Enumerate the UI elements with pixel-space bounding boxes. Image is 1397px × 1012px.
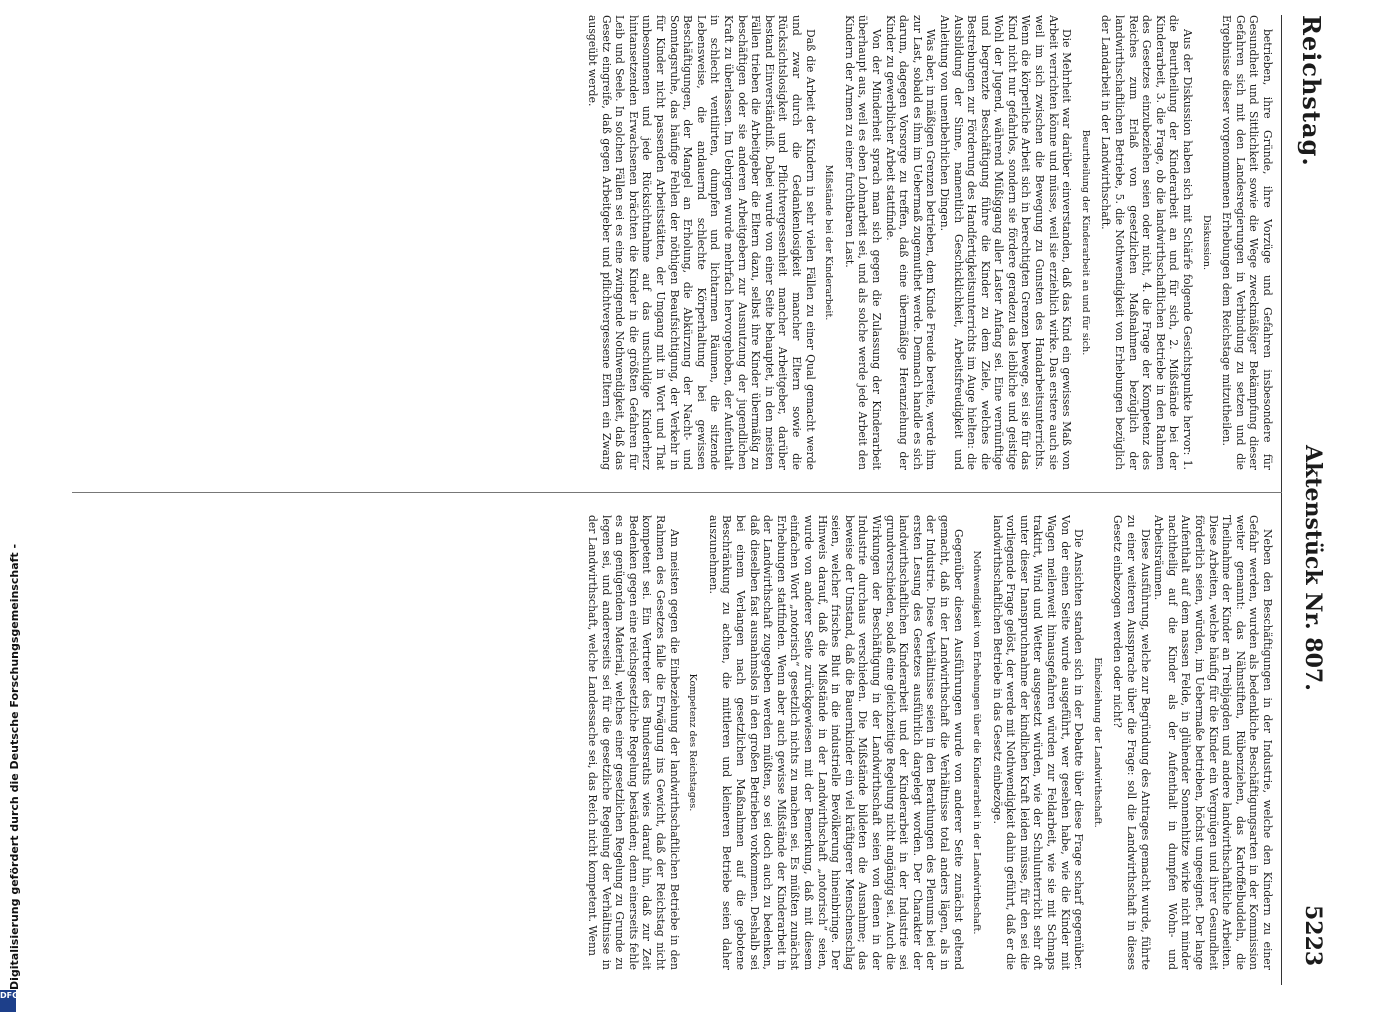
section-heading: Kompetenz des Reichstages. [687,673,699,812]
section-heading: Beurtheilung der Kinderarbeit an und für sich. [1079,129,1091,356]
paragraph: Gegenüber diesen Ausführungen wurde von anderer Seite zunächst geltend gemacht, daß in der Landwirthschaft die Verhältnisse total anders lägen, als in der Industrie. Diese Verhältnisse seien in den Berathungen des Plenums bei der ersten Lesung des Gesetzes ausführlich dargelegt worden. Der Charakter der landwirthschaftlichen Kinderarbeit und der Kinderarbeit in der Industrie sei grundverschieden, sodaß eine gleichzeitige Regelung nicht angängig sei. Auch die Wirkungen der Beschäftigung in der Landwirthschaft seien von denen in der Industrie durchaus verschieden. Die Mißstände bildeten die Ausnahme; das beweise der Umstand, daß die Bauernkinder ein viel kräftigerer Menschenschlag seien, welcher frisches Blut in die industrielle Bevölkerung hineinbringe. Der Hinweis darauf, daß die Mißstände in der Landwirthschaft „notorisch“ seien, wurde von anderer Seite zurückgewiesen mit der Bemerkung, daß mit diesem einfachen Wort „notorisch“ gesetzlich nichts zu machen sei. Es müßten zunächst Erhebungen stattfinden. Wenn aber auch gewisse Mißstände der Kinderarbeit in der Landwirthschaft zugegeben werden müßten, so sei doch auch zu bedenken, daß dieselben fast ausnahmslos in den großen Betrieben vorkommen. Deshalb sei bei einem Verlangen nach gesetzlichen Maßnahmen auf die gebotene Beschränkung zu achten, die mittleren und kleineren Betriebe seien daher auszunehmen. [706,515,965,970]
section-heading: Einbeziehung der Landwirthschaft. [1091,657,1103,828]
section-heading: Mißstände bei der Kinderarbeit. [823,164,835,321]
section-heading: Nothwendigkeit von Erhebungen über die Kinderarbeit in der Landwirthschaft. [971,550,983,935]
paragraph: Die Mehrheit war darüber einverstanden, daß das Kind ein gewisses Maß von Arbeit verrichten könne und müsse, weil sie erziehlich wirke. Das erstere auch sie weil im sich zwischen die Bewegung zu Gunsten des Handarbeitsunterrichts. Wenn die körperliche Arbeit sich in berechtigten Grenzen bewege, sei sie für das Kind nicht nur gefahrlos, sondern sie fördere geradezu das leibliche und geistige Wohl der Jugend, während Müßiggang aller Laster Anfang sei. Eine vernünftige und begrenzte Beschäftigung führe die Kinder zu dem Ziele, welches die Bestrebungen zur Förderung des Handfertigkeitsunterrichts im Auge hielten: die Ausbildung der Sinne, namentlich Geschicklichkeit, Arbeitsfreudigkeit und Anleitung von unentbehrlichen Dingen. [937,15,1074,470]
paragraph: Was aber, in mäßigen Grenzen betrieben, dem Kinde Freude bereite, werde ihm zur Last, sobald es ihm im Uebermaß zugemuthet werde. Demnach handle es sich darum, dagegen Vorsorge zu treffen, daß eine übermäßige Heranziehung der Kinder zu gewerblicher Arbeit stattfinde. [883,15,938,470]
header-reichstag: Reichstag. [1297,15,1326,167]
left-column [74,15,1274,470]
header-aktenstueck: Aktenstück Nr. 807. [1300,445,1326,691]
paragraph: Die Ansichten standen sich in der Debatte über diese Frage scharf gegenüber. Von der einen Seite wurde ausgeführt, wer gesehen habe, wie die Kinder mit Wagen meilenweit hinausgefahren würden zur Feldarbeit, wie sie mit Schnaps traktirt, Wind und Wetter ausgesetzt würden, wie der Schulunterricht sehr oft unter dieser Inanspruchnahme der kindlichen Kraft leiden müsse, für den sei die vorliegende Frage gelöst, der werde mit Nothwendigkeit dahin geführt, daß er die landwirthschaftlichen Betriebe in das Gesetz einbezöge. [990,515,1086,970]
paragraph: Diese Ausführung, welche zur Begründung des Antrages gemacht wurde, führte zu einer weiteren Aussprache über die Frage: soll die Landwirthschaft in dieses Gesetz einbezogen werden oder nicht? [1111,515,1152,970]
paragraph: Neben den Beschäftigungen in der Industrie, welche den Kindern zu einer Gefahr werden, wurden als bedenkliche Beschäftigungsarten in der Kommission weiter genannt: das Nähnstiften, Rübenziehen, das Kartoffelbuddeln, die Theilnahme der Kinder an Treibjagden und andere landwirthschaftliche Arbeiten. Diese Arbeiten, welche häufig für die Kinder ein Vergnügen und ihrer Gesundheit förderlich seien, würden, im Uebermaße betrieben, höchst ungeeignet. Der lange Aufenthalt auf dem nassen Felde, in glühender Sonnenhitze wirke nicht minder nachtheilig auf die Kinder als der Aufenthalt in dumpfen Wohn- und Arbeitsräumen. [1152,515,1274,970]
right-column [74,515,1274,970]
section-heading: Diskussion. [1200,214,1212,271]
page-number: 5223 [1300,905,1326,967]
paragraph: Daß die Arbeit der Kindern in sehr vielen Fällen zu einer Qual gemacht werde und zwar durch die Gedankenlosigkeit mancher Eltern sowie die Rücksichtslosigkeit und Pflichtvergessenheit mancher Arbeitgeber, darüber bestand Einverständniß. Dabei wurde von einer Seite behauptet, in den meisten Fällen trieben die Arbeitgeber die Eltern dazu, selbst ihre Kinder übermäßig zu beschäftigen oder sie anderen Arbeitgebern zur Ausnutzung der jugendlichen Kraft zu überlassen. Im Uebrigen wurde mehrfach hervorgehoben, der Aufenthalt in schlecht ventilirten, dumpfen und lichtarmen Räumen, die sitzende Lebensweise, die andauernd schlechte Körperhaltung bei gewissen Beschäftigungen, der Mangel an Erholung, die Abkürzung der Nacht- und Sonntagsruhe, das häufige Fehlen der nöthigen Beaufsichtigung, der Verkehr in für Kinder nicht passenden Arbeitsstätten, der Umgang mit in Wort und That unbesonnenen und jede Rücksichtnahme auf das unschuldige Kinderherz hintansetzenden Erwachsenen brächten die Kinder in die größten Gefahren für Leib und Seele. In solchen Fällen sei es eine zwingende Nothwendigkeit, daß das Gesetz eingreife, daß gegen Arbeitgeber und pflichtvergessene Eltern ein Zwang ausgeübt werde. [586,15,817,470]
digitization-credit: Digitalisierung gefördert durch die Deutsche Forschungsgemeinschaft - [8,543,21,990]
page-header [1281,15,1330,985]
paragraph: betrieben, ihre Gründe, ihre Vorzüge und Gefahren insbesondere für Gesundheit und Sittlichkeit sowie die Wege zweckmäßiger Bekämpfung dieser Gefahren sich mit den Landesregierungen in Verbindung zu setzen und die Ergebnisse dieser vorgenommenen Erhebungen dem Reichstage mitzutheilen. [1220,15,1274,470]
dfg-logo: DFG [0,990,16,1012]
rotated-document-page [60,15,1330,985]
paragraph: Am meisten gegen die Einbeziehung der landwirthschaftlichen Betriebe in den Rahmen des Gesetzes falle die Erwägung ins Gewicht, daß der Reichstag nicht kompetent sei. Ein Vertreter des Bundesraths wies darauf hin, daß zur Zeit Bedenken gegen eine reichsgesetzliche Regelung beständen; denn einerseits fehle es an genügendem Material, welches einer gesetzlichen Regelung zu Grunde zu legen sei, und andererseits sei für die gesetzliche Regelung der Verhältnisse in der Landwirthschaft, welche Landessache sei, das Reich nicht kompetent. Wenn [586,515,681,970]
column-divider [72,492,1282,493]
paragraph: Aus der Diskussion haben sich mit Schärfe folgende Gesichtspunkte hervor: 1. die Beurtheilung der Kinderarbeit an und für sich, 2. Mißstände bei der Kinderarbeit, 3. die Frage, ob die landwirthschaftlichen Betriebe in den Rahmen des Gesetzes einzubeziehen seien oder nicht, 4. die Frage der Kompetenz des Reiches zum Erlaß von gesetzlichen Maßnahmen bezüglich der landwirthschaftlichen Betriebe, 5. die Nothwendigkeit von Erhebungen bezüglich der Landarbeit in der Landwirthschaft. [1099,15,1195,470]
paragraph: Von der Minderheit sprach man sich gegen die Zulassung der Kinderarbeit überhaupt aus, weil es eben Lohnarbeit sei, und als solche werde jede Arbeit den Kindern der Armen zu einer furchtbaren Last. [842,15,883,470]
